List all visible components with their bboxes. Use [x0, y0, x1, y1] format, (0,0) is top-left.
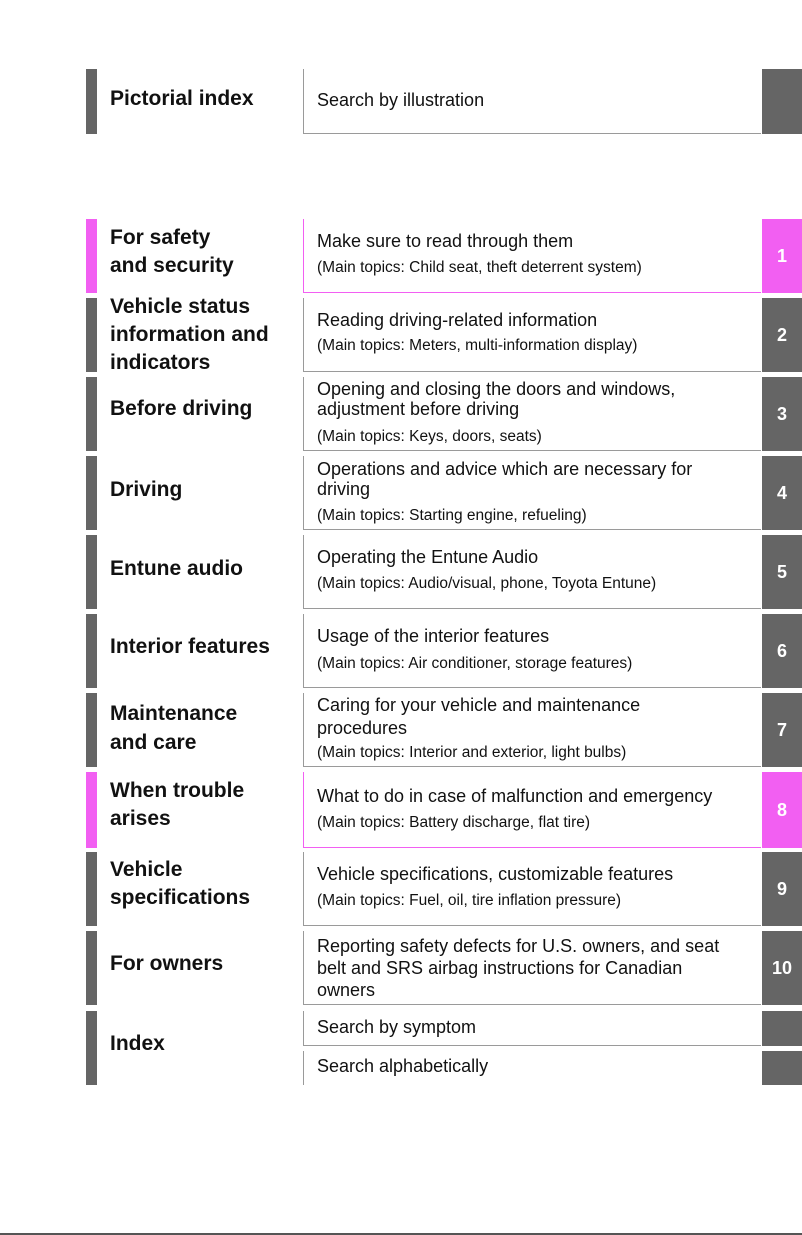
index-title: Index — [110, 1032, 165, 1055]
section-description: What to do in case of malfunction and emergency — [317, 786, 713, 806]
index-item-box — [303, 1011, 761, 1046]
section-row-1[interactable] — [0, 219, 802, 293]
section-color-bar — [86, 377, 97, 451]
section-title: Vehicle specifications — [110, 858, 251, 909]
section-description: Opening and closing the doors and windows, adjustment before driving — [317, 379, 676, 419]
section-description: Reading driving-related information — [317, 310, 598, 330]
section-box — [303, 693, 761, 767]
section-description: Usage of the interior features — [317, 626, 550, 646]
section-title: Vehicle status information and indicators — [110, 295, 269, 374]
section-tab[interactable]: 6 — [762, 614, 802, 688]
section-tab[interactable]: 9 — [762, 852, 802, 926]
section-tab[interactable]: 4 — [762, 456, 802, 530]
section-color-bar — [86, 456, 97, 530]
section-color-bar — [86, 852, 97, 926]
pictorial-index-tab[interactable] — [762, 69, 802, 134]
section-tab[interactable]: 1 — [762, 219, 802, 293]
section-title: For owners — [110, 952, 224, 975]
section-tab[interactable]: 10 — [762, 931, 802, 1005]
section-description: Reporting safety defects for U.S. owners, and seat belt and SRS airbag instructions for Canadian owners — [317, 936, 720, 1000]
section-tab[interactable]: 3 — [762, 377, 802, 451]
section-description: Operations and advice which are necessary for driving — [317, 459, 693, 499]
section-topics: (Main topics: Fuel, oil, tire inflation pressure) — [317, 892, 622, 909]
section-box — [303, 931, 761, 1005]
section-color-bar — [86, 69, 97, 134]
section-topics: (Main topics: Starting engine, refueling) — [317, 507, 587, 524]
section-box — [303, 772, 761, 848]
section-topics: (Main topics: Keys, doors, seats) — [317, 428, 542, 445]
index-item-box — [303, 1051, 761, 1085]
section-description: Vehicle specifications, customizable features — [317, 864, 674, 884]
pictorial-index-box — [303, 69, 761, 134]
section-description: Operating the Entune Audio — [317, 547, 539, 567]
section-row-6[interactable] — [0, 614, 802, 688]
section-row-8[interactable] — [0, 772, 802, 848]
section-topics: (Main topics: Meters, multi-information display) — [317, 337, 638, 354]
section-color-bar — [86, 772, 97, 848]
index-item-tab[interactable] — [762, 1011, 802, 1046]
section-title: Maintenance and care — [110, 702, 238, 754]
section-topics: (Main topics: Battery discharge, flat tire) — [317, 814, 591, 831]
section-title: Before driving — [110, 397, 253, 420]
section-tab[interactable]: 8 — [762, 772, 802, 848]
pictorial-index-desc: Search by illustration — [317, 90, 485, 110]
section-title: Entune audio — [110, 557, 243, 580]
section-color-bar — [86, 535, 97, 609]
section-topics: (Main topics: Interior and exterior, light bulbs) — [317, 744, 627, 761]
index-item-tab[interactable] — [762, 1051, 802, 1085]
section-box — [303, 456, 761, 530]
section-title: When trouble arises — [110, 779, 245, 830]
section-tab[interactable]: 2 — [762, 298, 802, 372]
section-title: Interior features — [110, 635, 270, 658]
section-tab[interactable]: 5 — [762, 535, 802, 609]
section-topics: (Main topics: Child seat, theft deterrent system) — [317, 259, 642, 276]
index-item-label: Search alphabetically — [317, 1056, 489, 1076]
section-color-bar — [86, 219, 97, 293]
index-item-label: Search by symptom — [317, 1017, 477, 1037]
index-item-alphabetical[interactable] — [0, 1051, 802, 1085]
section-title: For safety and security — [110, 226, 234, 277]
section-description: Make sure to read through them — [317, 231, 574, 251]
section-tab[interactable]: 7 — [762, 693, 802, 767]
section-box — [303, 614, 761, 688]
section-row-5[interactable] — [0, 535, 802, 609]
section-box — [303, 377, 761, 451]
section-row-2[interactable] — [0, 295, 802, 374]
section-topics: (Main topics: Audio/visual, phone, Toyota Entune) — [317, 575, 657, 592]
section-topics: (Main topics: Air conditioner, storage features) — [317, 655, 633, 672]
section-box — [303, 535, 761, 609]
section-row-10[interactable] — [0, 931, 802, 1005]
section-description: Caring for your vehicle and maintenance procedures — [317, 695, 641, 738]
section-title: Driving — [110, 478, 183, 501]
section-row-3[interactable] — [0, 377, 802, 451]
section-row-4[interactable] — [0, 456, 802, 530]
section-row-9[interactable] — [0, 852, 802, 926]
index-item-symptom[interactable] — [0, 1011, 802, 1046]
section-box — [303, 298, 761, 372]
pictorial-index-title: Pictorial index — [110, 87, 254, 110]
section-color-bar — [86, 693, 97, 767]
section-box — [303, 219, 761, 293]
section-row-7[interactable] — [0, 693, 802, 767]
section-box — [303, 852, 761, 926]
pictorial-index-row[interactable] — [0, 69, 802, 134]
section-color-bar — [86, 931, 97, 1005]
section-color-bar — [86, 298, 97, 372]
section-color-bar — [86, 614, 97, 688]
